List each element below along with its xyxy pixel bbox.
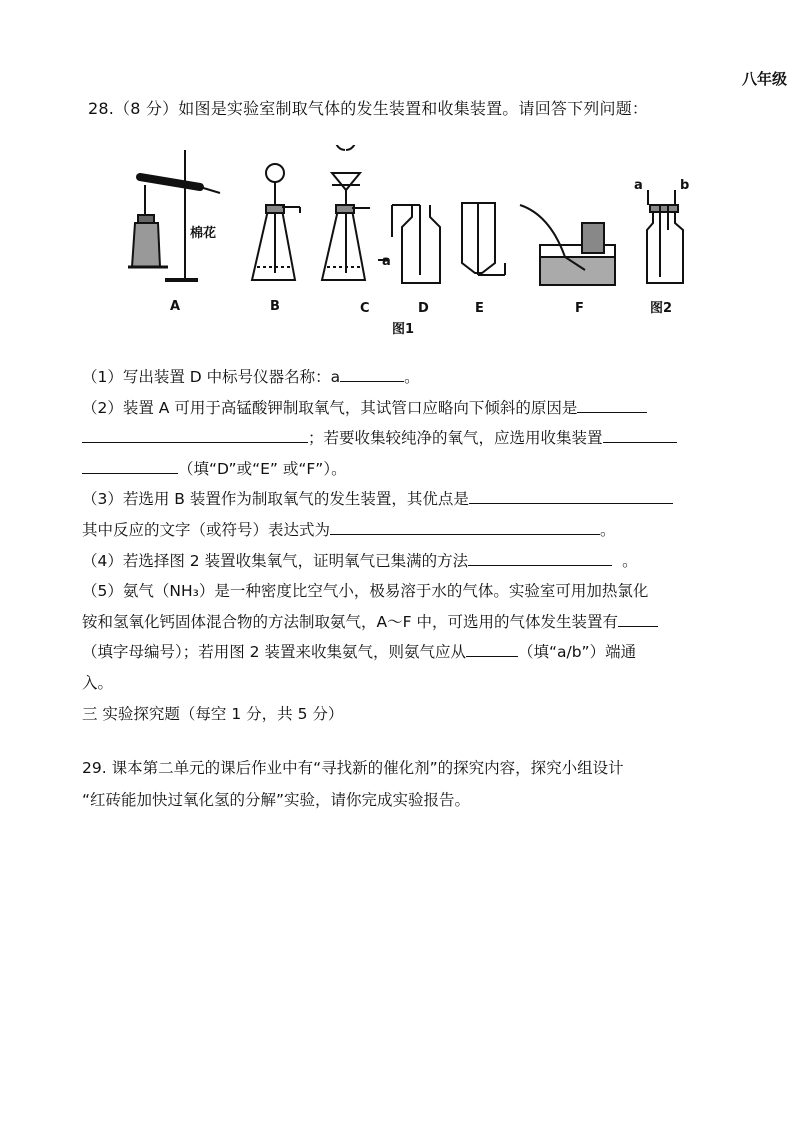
answer-blank[interactable] <box>468 547 612 566</box>
label-d: D <box>418 301 429 316</box>
apparatus-fig2-icon <box>647 190 683 283</box>
label-tube-b: b <box>680 178 690 193</box>
answer-blank[interactable] <box>618 608 658 627</box>
question-28-parts <box>82 362 742 729</box>
apparatus-e-icon <box>462 203 505 275</box>
answer-blank[interactable] <box>82 455 178 474</box>
part-2a: （2）装置 A 可用于高锰酸钾制取氧气，其试管口应略向下倾斜的原因是 <box>82 393 742 424</box>
part-5a: （5）氨气（NH₃）是一种密度比空气小，极易溶于水的气体。实验室可用加热氯化 <box>82 582 649 601</box>
answer-blank[interactable] <box>577 394 647 413</box>
apparatus-b-icon <box>252 164 300 280</box>
apparatus-d-icon <box>378 205 440 283</box>
question-29-line-2: “红砖能加快过氧化氢的分解”实验，请你完成实验报告。 <box>82 791 471 809</box>
part-2c: （填“D”或“E” 或“F”）。 <box>82 454 742 485</box>
label-f: F <box>575 301 584 316</box>
label-a: A <box>170 299 181 314</box>
label-cotton: 棉花 <box>190 226 217 241</box>
part-3a: （3）若选用 B 装置作为制取氧气的发生装置，其优点是 <box>82 484 742 515</box>
label-small-a: a <box>382 254 391 269</box>
question-28-title: 28.（8 分）如图是实验室制取气体的发生装置和收集装置。请回答下列问题： <box>88 99 649 118</box>
label-b: B <box>270 299 280 314</box>
answer-blank[interactable] <box>340 363 404 382</box>
grade-label: 八年级 <box>741 70 787 88</box>
answer-blank[interactable] <box>330 516 600 535</box>
part-5c: （填字母编号）；若用图 2 装置来收集氨气，则氨气应从 （填“a/b”）端通 <box>82 637 742 668</box>
part-5d: 入。 <box>82 673 114 692</box>
question-29-line-1: 29. 课本第二单元的课后作业中有“寻找新的催化剂”的探究内容，探究小组设计 <box>82 759 624 777</box>
apparatus-a-icon <box>128 150 220 280</box>
label-e: E <box>475 301 484 316</box>
label-fig1: 图1 <box>392 322 415 337</box>
part-2b: ；若要收集较纯净的氧气，应选用收集装置 <box>82 423 742 454</box>
label-fig2: 图2 <box>650 301 673 316</box>
question-29 <box>82 752 762 816</box>
answer-blank[interactable] <box>603 424 677 443</box>
part-5b: 铵和氢氧化钙固体混合物的方法制取氨气，A～F 中，可选用的气体发生装置有 <box>82 607 742 638</box>
apparatus-c-icon <box>322 145 370 280</box>
part-4: （4）若选择图 2 装置收集氧气，证明氧气已集满的方法 。 <box>82 546 742 577</box>
label-tube-a: a <box>634 178 643 193</box>
apparatus-figure <box>120 145 710 345</box>
part-3b: 其中反应的文字（或符号）表达式为 。 <box>82 515 742 546</box>
section-3-title: 三 实验探究题（每空 1 分，共 5 分） <box>82 704 344 723</box>
answer-blank[interactable] <box>466 638 518 657</box>
answer-blank[interactable] <box>82 424 308 443</box>
part-1: （1）写出装置 D 中标号仪器名称：a 。 <box>82 362 742 393</box>
answer-blank[interactable] <box>469 485 673 504</box>
label-c: C <box>360 301 370 316</box>
apparatus-f-icon <box>520 205 615 285</box>
